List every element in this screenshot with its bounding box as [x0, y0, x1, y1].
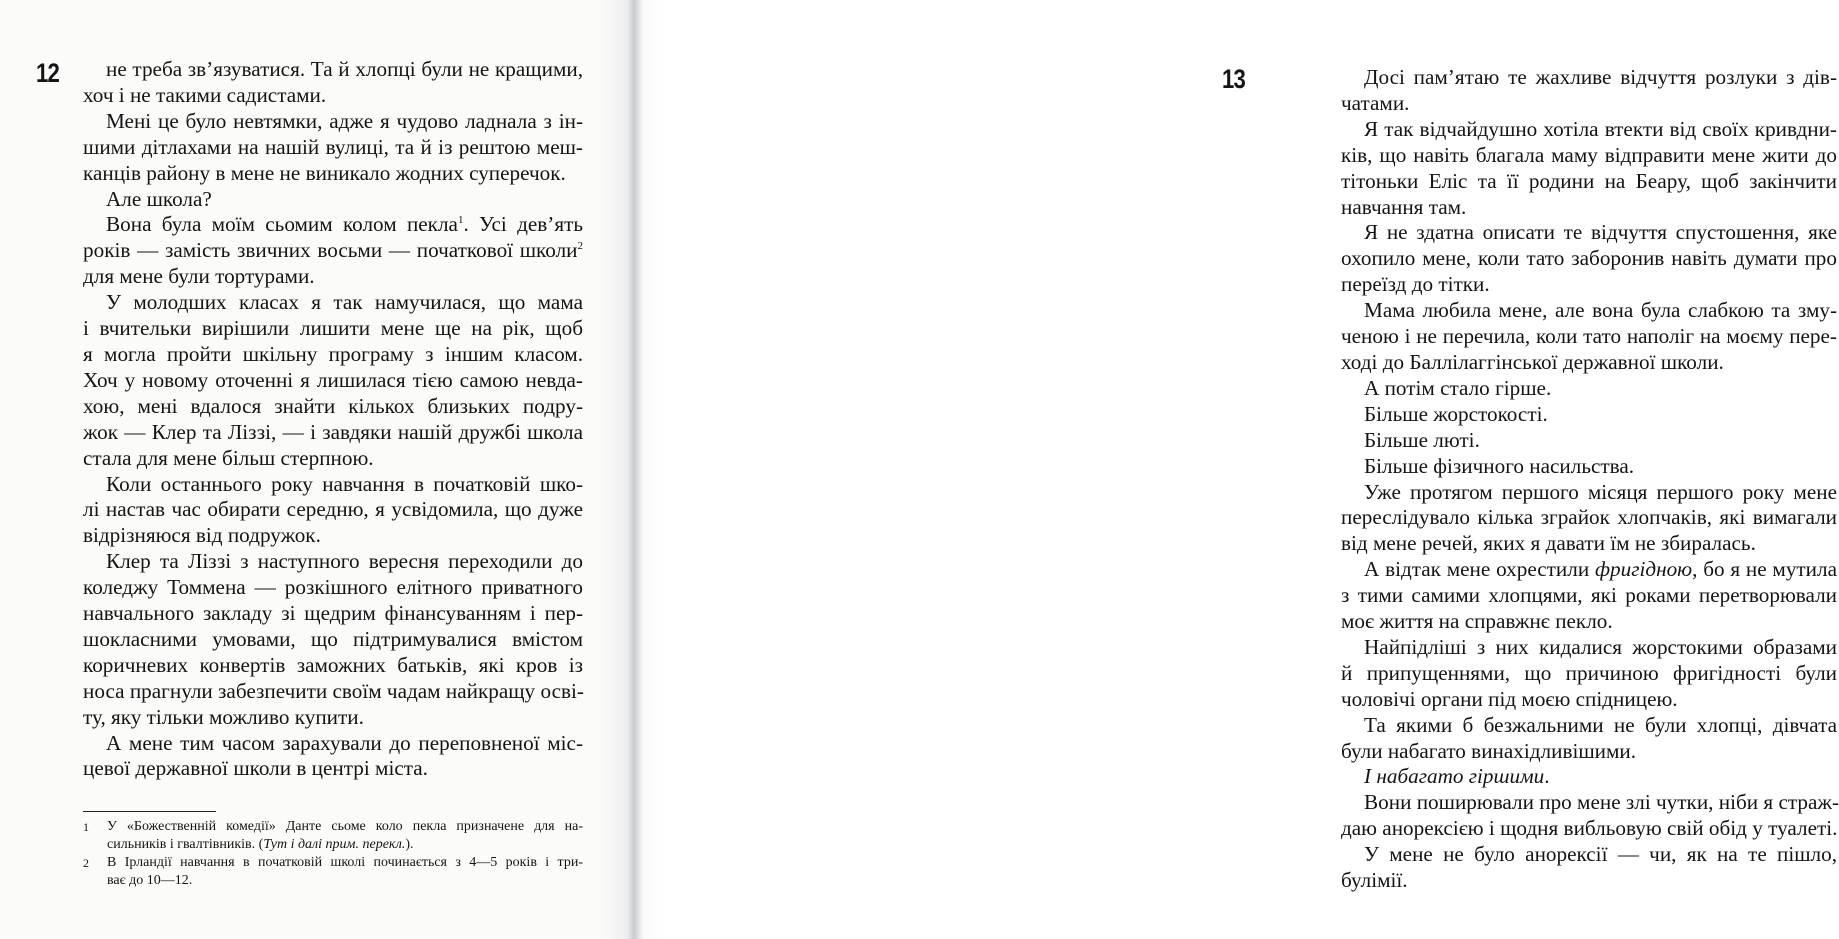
line-text: . Усі дев’ять — [463, 212, 583, 237]
paragraph — [83, 109, 583, 187]
line-text: Клер та Ліззі з наступного вересня переходили до — [106, 549, 583, 574]
line-text: для мене були тортурами. — [83, 264, 315, 289]
line-text: хою, мені вдалося знайти кількох близьких подру- — [83, 393, 583, 418]
line-text: сильників і гвалтівників. ( — [107, 837, 264, 852]
text-line — [1341, 531, 1837, 557]
text-line — [1341, 65, 1837, 91]
text-line — [1341, 272, 1837, 298]
line-text: хоч і не такими садистами. — [83, 82, 327, 107]
text-line — [1341, 557, 1837, 583]
line-text: переїзд до тітки. — [1341, 272, 1490, 297]
paragraph — [83, 549, 583, 730]
line-text: ків, що навіть благала маму відправити мене жити до — [1341, 142, 1837, 167]
text-line — [83, 135, 583, 161]
footnote-line — [83, 836, 583, 854]
footnote-number: 2 — [83, 856, 89, 870]
footnote-number: 1 — [83, 820, 89, 834]
line-text: У мене не було анорексії — чи, як на те пішло, — [1364, 842, 1837, 867]
line-text: чатами. — [1341, 90, 1410, 115]
line-text: коледжу Томмена — розкішного елітного приватного — [83, 575, 583, 600]
line-text: років — замість звичних восьми — початкової школи — [83, 238, 578, 263]
paragraph — [83, 187, 583, 213]
text-line — [83, 161, 583, 187]
text-line — [83, 342, 583, 368]
text-line — [83, 368, 583, 394]
text-line — [83, 212, 583, 238]
text-line — [1341, 324, 1837, 350]
text-line — [83, 756, 583, 782]
page-number-right: 13 — [1222, 64, 1245, 94]
line-text: Мама любила мене, але вона була слабкою та зму- — [1364, 298, 1837, 323]
text-line — [1341, 609, 1837, 635]
text-line — [1341, 143, 1837, 169]
line-text: шокласними умовами, що підтримувалися вмістом — [83, 626, 583, 651]
left-page — [0, 0, 634, 939]
text-line — [83, 705, 583, 731]
footnote-line — [83, 818, 583, 836]
line-text: , бо я не мутила — [1692, 557, 1837, 582]
paragraph — [83, 212, 583, 290]
line-text: Досі пам’ятаю те жахливе відчуття розлуки з дів- — [1364, 65, 1837, 89]
paragraph — [1341, 428, 1837, 454]
text-line — [83, 653, 583, 679]
line-text: . — [1544, 764, 1550, 789]
paragraph — [1341, 376, 1837, 402]
italic-text: фригідною — [1594, 557, 1693, 582]
footnote-line — [83, 872, 583, 890]
right-page-body — [1341, 65, 1837, 894]
text-line — [1341, 246, 1837, 272]
line-text: лі настав час обирати середню, я усвідомила, що дуже — [83, 497, 583, 522]
line-text: ченою і не перечила, коли тато наполіг на моєму пере- — [1341, 324, 1837, 349]
text-line — [83, 601, 583, 627]
text-line — [1341, 764, 1837, 790]
line-text: Хоч у новому оточенні я лишилася тією самою невда- — [83, 367, 583, 392]
line-text: від мене речей, яких я давати їм не збиралась. — [1341, 531, 1756, 556]
book-gutter-shadow — [600, 0, 660, 939]
line-text: Та якими б безжальними не були хлопці, дівчата — [1364, 712, 1837, 737]
line-text: і вчительки вирішили лишити мене ще на рік, щоб — [83, 316, 583, 341]
line-text: Уже протягом першого місяця першого року мене — [1364, 479, 1837, 504]
text-line — [83, 627, 583, 653]
text-line — [1341, 169, 1837, 195]
line-text: навчання там. — [1341, 194, 1467, 219]
line-text: А відтак мене охрестили — [1364, 557, 1595, 582]
line-text: тітоньки Еліс та її родини на Беару, щоб закінчити — [1341, 168, 1837, 193]
line-text: Я не здатна описати те відчуття спустошення, яке — [1364, 220, 1837, 245]
paragraph — [1341, 454, 1837, 480]
text-line — [83, 57, 583, 83]
line-text: й припущеннями, що причиною фригідності були — [1341, 660, 1837, 685]
footnotes — [83, 818, 583, 890]
line-text: Коли останнього року навчання в початковій шко- — [106, 471, 583, 496]
line-text: моє життя на справжнє пекло. — [1341, 609, 1613, 634]
line-text: Найпідліші з них кидалися жорстокими образами — [1364, 634, 1837, 659]
text-line — [1341, 195, 1837, 221]
line-text: Більше фізичного насильства. — [1364, 453, 1635, 478]
text-line — [83, 394, 583, 420]
paragraph — [83, 731, 583, 783]
paragraph — [83, 290, 583, 471]
line-text: Більше люті. — [1364, 427, 1480, 452]
text-line — [83, 446, 583, 472]
line-text: чоловічі органи під моєю спідницею. — [1341, 686, 1678, 711]
line-text: були набагато винахідливішими. — [1341, 738, 1637, 763]
text-line — [83, 187, 583, 213]
line-text: Вона була моїм сьомим колом пекла — [106, 212, 458, 237]
paragraph — [1341, 635, 1837, 713]
line-text: канців району в мене не виникало жодних суперечок. — [83, 160, 566, 185]
line-text: цевої державної школи в центрі міста. — [83, 756, 428, 781]
footnote-line — [83, 854, 583, 872]
footnote-marker: 2 — [577, 240, 583, 253]
text-line — [1341, 635, 1837, 661]
line-text: коричневих конвертів заможних батьків, які кров із — [83, 652, 583, 677]
left-page-body — [83, 57, 583, 782]
line-text: ході до Баллілаггінської державної школи. — [1341, 349, 1724, 374]
text-line — [1341, 91, 1837, 117]
text-line — [83, 109, 583, 135]
italic-text: І набагато гіршими — [1364, 764, 1545, 789]
line-text: Я так відчайдушно хотіла втекти від своїх кривдни- — [1364, 116, 1837, 141]
text-line — [83, 316, 583, 342]
line-text: У «Божественній комедії» Данте сьоме коло пекла призначене для на- — [107, 819, 583, 834]
text-line — [83, 731, 583, 757]
paragraph — [1341, 402, 1837, 428]
paragraph — [1341, 117, 1837, 221]
line-text: Мені це було невтямки, адже я чудово ладнала з ін- — [106, 108, 583, 133]
text-line — [83, 290, 583, 316]
line-text: відрізняюся від подружок. — [83, 523, 321, 548]
paragraph — [1341, 557, 1837, 635]
line-text: жок — Клер та Ліззі, — і завдяки нашій дружбі школа — [83, 419, 583, 444]
line-text: булімії. — [1341, 868, 1408, 893]
line-text: У молодших класах я так намучилася, що мама — [106, 290, 583, 315]
line-text: ). — [405, 837, 414, 852]
text-line — [1341, 583, 1837, 609]
line-text: стала для мене більш стерпною. — [83, 445, 374, 470]
text-line — [83, 679, 583, 705]
italic-text: Тут і далі прим. перекл. — [263, 837, 406, 852]
text-line — [1341, 790, 1837, 816]
text-line — [1341, 842, 1837, 868]
text-line — [83, 264, 583, 290]
text-line — [1341, 428, 1837, 454]
line-text: не треба зв’язуватися. Та й хлопці були не кращими, — [106, 57, 583, 81]
footnote — [83, 854, 583, 890]
text-line — [1341, 454, 1837, 480]
line-text: В Ірландії навчання в початковій школі починається з 4—5 років і три- — [107, 855, 583, 870]
text-line — [1341, 868, 1837, 894]
page-number-left: 12 — [36, 58, 59, 88]
paragraph — [1341, 298, 1837, 376]
paragraph — [83, 57, 583, 109]
footnote-marker: 1 — [457, 214, 464, 227]
text-line — [83, 549, 583, 575]
text-line — [1341, 713, 1837, 739]
paragraph — [83, 472, 583, 550]
line-text: переслідувало кілька зграйок хлопчаків, які вимагали — [1341, 505, 1837, 530]
text-line — [1341, 350, 1837, 376]
text-line — [83, 575, 583, 601]
line-text: Але школа? — [106, 186, 212, 211]
line-text: ту, яку тільки можливо купити. — [83, 704, 364, 729]
paragraph — [1341, 764, 1837, 790]
text-line — [1341, 505, 1837, 531]
paragraph — [1341, 790, 1837, 842]
line-text: ває до 10—12. — [107, 873, 193, 888]
line-text: навчального закладу зі щедрим фінансуванням і пер- — [83, 601, 583, 626]
line-text: даю анорексією і щодня вибльовую свій обід у туалеті. — [1341, 816, 1838, 841]
text-line — [1341, 480, 1837, 506]
paragraph — [1341, 220, 1837, 298]
text-line — [83, 83, 583, 109]
text-line — [1341, 402, 1837, 428]
footnote-rule — [83, 811, 216, 812]
text-line — [83, 238, 583, 264]
footnote — [83, 818, 583, 854]
text-line — [83, 420, 583, 446]
text-line — [1341, 739, 1837, 765]
text-line — [1341, 376, 1837, 402]
text-line — [1341, 816, 1837, 842]
right-page — [634, 0, 1839, 939]
line-text: А мене тим часом зарахували до переповненої міс- — [106, 730, 583, 755]
line-text: Вони поширювали про мене злі чутки, ніби я страж- — [1364, 790, 1839, 815]
text-line — [1341, 661, 1837, 687]
paragraph — [1341, 480, 1837, 558]
text-line — [1341, 298, 1837, 324]
line-text: охопило мене, коли тато заборонив навіть думати про — [1341, 246, 1837, 271]
text-line — [1341, 117, 1837, 143]
line-text: носа прагнули забезпечити своїм чадам найкращу осві- — [83, 678, 584, 703]
text-line — [83, 497, 583, 523]
text-line — [83, 523, 583, 549]
text-line — [1341, 687, 1837, 713]
paragraph — [1341, 842, 1837, 894]
line-text: А потім стало гірше. — [1364, 375, 1552, 400]
text-line — [83, 472, 583, 498]
paragraph — [1341, 713, 1837, 765]
line-text: я могла пройти шкільну програму з іншим класом. — [83, 341, 583, 366]
text-line — [1341, 220, 1837, 246]
line-text: шими дітлахами на нашій вулиці, та й із рештою меш- — [83, 134, 583, 159]
line-text: Більше жорстокості. — [1364, 401, 1548, 426]
paragraph — [1341, 65, 1837, 117]
line-text: з тими самими хлопцями, які роками перетворювали — [1341, 583, 1837, 608]
